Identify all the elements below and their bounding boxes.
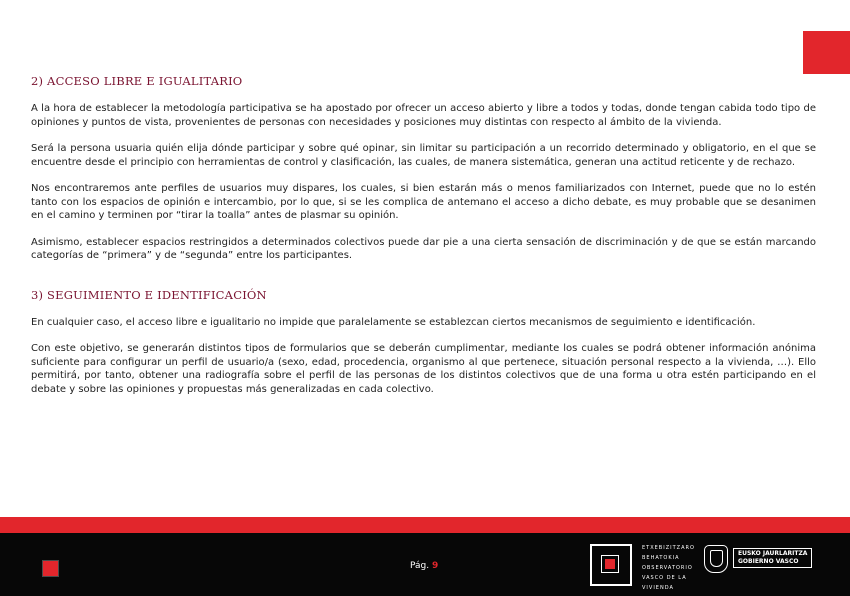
paragraph: A la hora de establecer la metodología participativa se ha apostado por ofrecer un acceso abierto y libre a todos y todas, donde tengan cabida todo tipo de opiniones y puntos de vista, provenientes de personas con necesidades y posiciones muy distintas con respecto al ámbito de la vivienda. [31,103,816,128]
page-number-value: 9 [432,561,439,571]
paragraph: Nos encontraremos ante perfiles de usuarios muy dispares, los cuales, si bien estarán más o menos familiarizados con Internet, puede que no lo estén tanto con los espacios de opinión e intercambio, por lo que, si se les complica de antemano el acceso a dicho debate, es muy probable que se desanimen en el camino y terminen por “tirar la toalla” antes de plasmar su opinión. [31,183,816,221]
corner-accent-square [803,31,850,74]
paragraph: En cualquier caso, el acceso libre e igualitario no impide que paralelamente se establezcan ciertos mecanismos de seguimiento e identificación. [31,316,756,328]
page-number [410,561,438,571]
section-heading-seguimiento: 3) SEGUIMIENTO E IDENTIFICACIÓN [31,287,267,302]
page-footer [0,533,850,596]
footer-red-band [0,517,850,533]
document-body [31,74,816,396]
gobierno-vasco-shield-icon [704,545,728,573]
footer-square-icon [42,560,59,577]
paragraph: Será la persona usuaria quién elija dónde participar y sobre qué opinar, sin limitar su participación a un recorrido determinado y obligatorio, en el que se encuentre desde el principio con herramientas de control y clasificación, las cuales, de manera sistemática, generan una actitud reticente y de rechazo. [31,143,816,168]
observatorio-logo-icon [590,544,632,586]
paragraph: Con este objetivo, se generarán distintos tipos de formularios que se deberán cumplimentar, mediante los cuales se podrá obtener información anónima suficiente para configurar un perfil de usuario/a (sexo, edad, procedencia, organismo al que pertenece, situación personal respecto a la vivienda, …). Ello permitirá, por tanto, obtener una radiografía sobre el perfil de las personas de los distintos colectivos que de una forma u otra estén participando en el debate y sobre las opiniones y propuestas más generalizadas en cada colectivo. [31,343,816,395]
observatorio-logo-text: ETXEBIZITZARO BEHATOKIA OBSERVATORIO VASCO DE LA VIVIENDA [642,545,695,591]
paragraph: Asimismo, establecer espacios restringidos a determinados colectivos puede dar pie a una cierta sensación de discriminación y de que se están marcando categorías de “primera” y de “segunda” entre los participantes. [31,236,816,261]
gobierno-vasco-logo-text: EUSKO JAURLARITZA GOBIERNO VASCO [733,548,812,568]
section-heading-acceso: 2) ACCESO LIBRE E IGUALITARIO [31,74,243,88]
page-label: Pág. [410,561,430,571]
